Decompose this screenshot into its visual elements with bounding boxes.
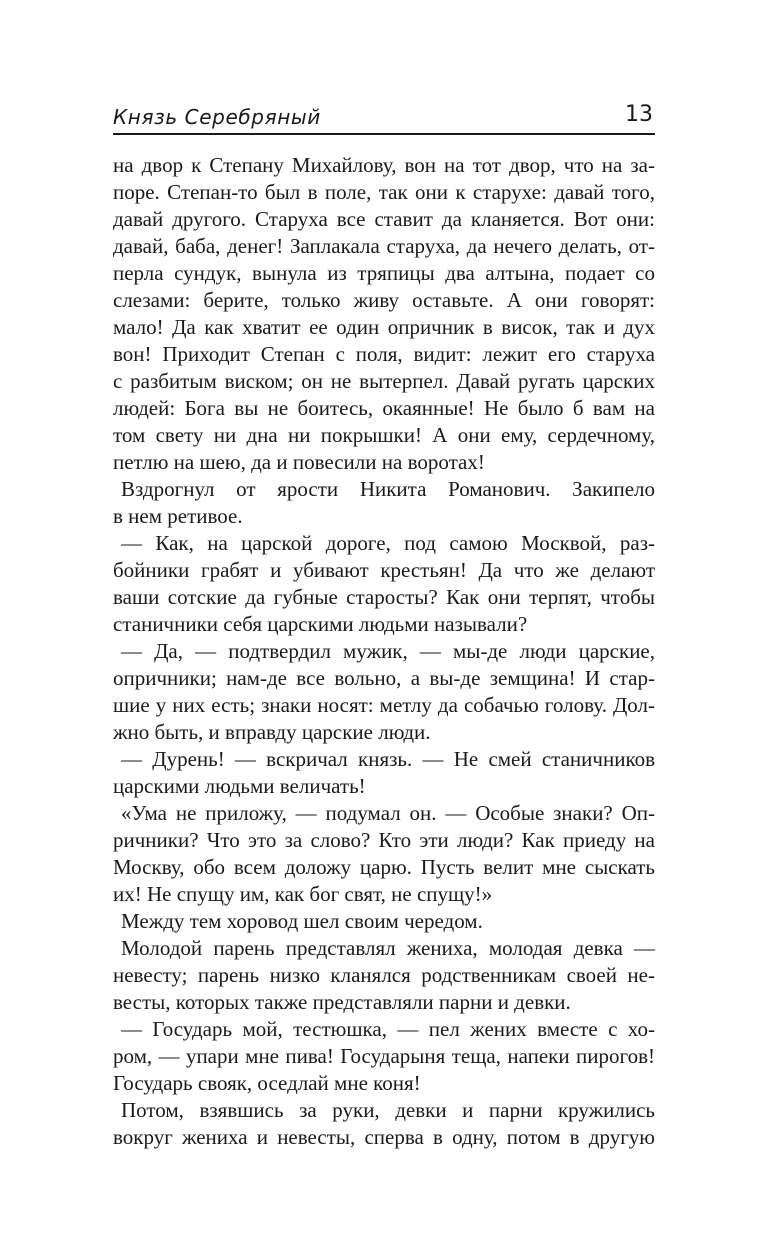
text-line: мало! Да как хватит ее один опричник в висок, так и дух: [113, 315, 655, 339]
text-line: слезами: берите, только живу оставьте. А они говорят:: [113, 288, 655, 312]
text-line: вокруг жениха и невесты, сперва в одну, потом в другую: [113, 1125, 655, 1149]
text-line: Москву, обо всем доложу царю. Пусть велит мне сыскать: [113, 855, 655, 879]
text-line: царскими людьми величать!: [113, 774, 366, 798]
text-line: давай другого. Старуха все ставит да кланяется. Вот они:: [113, 207, 655, 231]
text-line: станичники себя царскими людьми называли?: [113, 612, 528, 636]
text-line: Между тем хоровод шел своим чередом.: [121, 909, 483, 933]
text-line: ром, — упари мне пива! Государыня теща, напеки пирогов!: [113, 1044, 655, 1068]
running-title: Князь Серебряный: [113, 105, 321, 129]
text-line: Молодой парень представлял жениха, молодая девка —: [121, 936, 655, 960]
text-line: Потом, взявшись за руки, девки и парни кружились: [121, 1098, 655, 1122]
text-line: «Ума не приложу, — подумал он. — Особые знаки? Оп-: [121, 801, 655, 825]
text-line: — Да, — подтвердил мужик, — мы-де люди царские,: [121, 639, 655, 663]
text-line: с разбитым виском; он не вытерпел. Давай ругать царских: [113, 369, 655, 393]
text-line: поре. Степан-то был в поле, так они к старухе: давай того,: [113, 180, 655, 204]
text-line: весты, которых также представляли парни и девки.: [113, 990, 571, 1014]
text-line: — Дурень! — вскричал князь. — Не смей станичников: [121, 747, 655, 771]
text-line: ваши сотские да губные старосты? Как они терпят, чтобы: [113, 585, 655, 609]
text-line: том свету ни дна ни покрышки! А они ему, сердечному,: [113, 423, 655, 447]
body-text: [113, 152, 655, 1151]
text-line: людей: Бога вы не боитесь, окаянные! Не было б вам на: [113, 396, 655, 420]
text-line: — Как, на царской дороге, под самою Москвой, раз-: [121, 531, 655, 555]
text-line: шие у них есть; знаки носят: метлу да собачью голову. Дол-: [113, 693, 655, 717]
text-line: вон! Приходит Степан с поля, видит: лежит его старуха: [113, 342, 655, 366]
text-line: Государь свояк, оседлай мне коня!: [113, 1071, 421, 1095]
text-line: ричники? Что это за слово? Кто эти люди? Как приеду на: [113, 828, 655, 852]
text-line: петлю на шею, да и повесили на воротах!: [113, 450, 485, 474]
text-line: на двор к Степану Михайлову, вон на тот двор, что на за-: [113, 153, 655, 177]
text-line: их! Не спущу им, как бог свят, не спущу!»: [113, 882, 493, 906]
text-line: жно быть, и вправду царские люди.: [113, 720, 431, 744]
text-line: Вздрогнул от ярости Никита Романович. Закипело: [121, 477, 655, 501]
page-number: 13: [625, 102, 653, 127]
text-line: — Государь мой, тестюшка, — пел жених вместе с хо-: [121, 1017, 655, 1041]
text-line: бойники грабят и убивают крестьян! Да что же делают: [113, 558, 655, 582]
text-line: в нем ретивое.: [113, 504, 243, 528]
text-line: невесту; парень низко кланялся родственникам своей не-: [113, 963, 655, 987]
running-head: [113, 96, 655, 136]
text-line: опричники; нам-де все вольно, а вы-де земщина! И стар-: [113, 666, 655, 690]
text-line: перла сундук, вынула из тряпицы два алтына, подает со: [113, 261, 655, 285]
text-line: давай, баба, денег! Заплакала старуха, да нечего делать, от-: [113, 234, 655, 258]
header-rule: [113, 133, 655, 135]
